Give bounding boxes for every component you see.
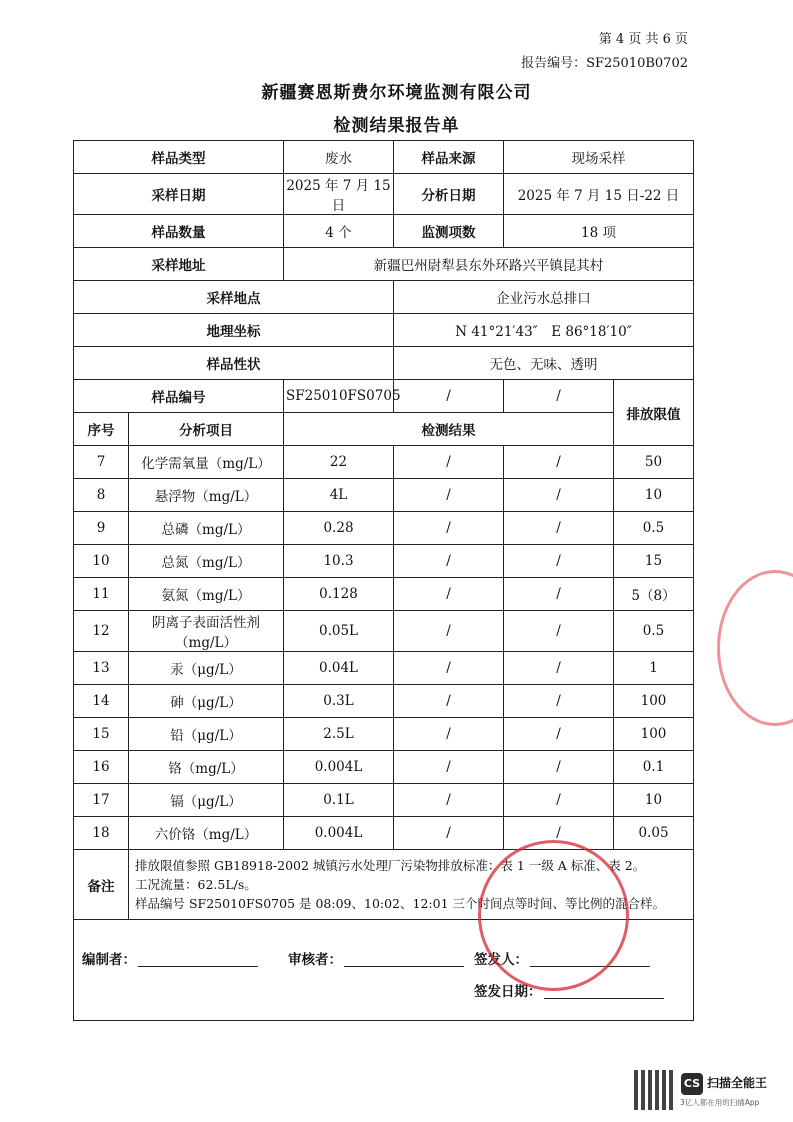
table-row	[74, 611, 694, 652]
table-row	[74, 545, 694, 578]
editor-signature	[138, 948, 258, 967]
side-seal-stamp	[717, 570, 793, 726]
row-sample-no	[74, 380, 694, 413]
table-row	[74, 652, 694, 685]
cell-no: 11	[74, 578, 129, 611]
cell-limit: 0.05	[614, 817, 694, 850]
sampling-date-label: 采样日期	[74, 174, 284, 215]
report-number: 报告编号：SF25010B0702	[521, 56, 688, 71]
cell-r3: /	[504, 611, 614, 652]
cell-r1: 0.04L	[284, 652, 394, 685]
coord-label: 地理坐标	[74, 314, 394, 347]
property-label: 样品性状	[74, 347, 394, 380]
remark-line-2: 工况流量：62.5L/s。	[135, 877, 257, 892]
cell-r1: 0.3L	[284, 685, 394, 718]
coord-value: N 41°21′43″ E 86°18′10″	[394, 314, 694, 347]
cell-item: 阴离子表面活性剂（mg/L）	[129, 611, 284, 652]
reviewer-signature	[344, 948, 464, 967]
cell-limit: 100	[614, 685, 694, 718]
cell-limit: 100	[614, 718, 694, 751]
cell-limit: 50	[614, 446, 694, 479]
cell-no: 14	[74, 685, 129, 718]
sample-count-label: 样品数量	[74, 215, 284, 248]
sample-no-value: SF25010FS0705	[284, 380, 394, 413]
cell-no: 15	[74, 718, 129, 751]
page-number: 第 4 页 共 6 页	[598, 32, 688, 47]
cell-no: 18	[74, 817, 129, 850]
cell-r1: 4L	[284, 479, 394, 512]
row-property	[74, 347, 694, 380]
company-seal-stamp	[478, 840, 629, 991]
cell-r3: /	[504, 545, 614, 578]
row-sample-count	[74, 215, 694, 248]
remark-line-3: 样品编号 SF25010FS0705 是 08:09、10:02、12:01 三个时间点等时间、等比例的混合样。	[135, 896, 666, 911]
scanner-slogan: 3亿人都在用的扫描App	[680, 1098, 760, 1107]
sample-count-value: 4 个	[284, 215, 394, 248]
cell-r3: /	[504, 578, 614, 611]
cell-r3: /	[504, 685, 614, 718]
cell-item: 镉（μg/L）	[129, 784, 284, 817]
cell-r2: /	[394, 817, 504, 850]
issue-date-label: 签发日期：	[474, 984, 542, 1000]
cell-r2: /	[394, 578, 504, 611]
cell-item: 悬浮物（mg/L）	[129, 479, 284, 512]
sample-source-label: 样品来源	[394, 141, 504, 174]
cell-r1: 10.3	[284, 545, 394, 578]
table-row	[74, 446, 694, 479]
cell-r2: /	[394, 751, 504, 784]
cell-r3: /	[504, 817, 614, 850]
cell-r2: /	[394, 685, 504, 718]
cell-r3: /	[504, 479, 614, 512]
cell-item: 总氮（mg/L）	[129, 545, 284, 578]
cell-r1: 0.28	[284, 512, 394, 545]
cell-r1: 2.5L	[284, 718, 394, 751]
cell-limit: 0.5	[614, 611, 694, 652]
cell-r2: /	[394, 446, 504, 479]
reviewer-label: 审核者：	[288, 952, 342, 968]
cell-limit: 15	[614, 545, 694, 578]
cell-r3: /	[504, 751, 614, 784]
sample-source-value: 现场采样	[504, 141, 694, 174]
items-label: 监测项数	[394, 215, 504, 248]
cell-r2: /	[394, 545, 504, 578]
row-sampling-date	[74, 174, 694, 215]
cell-r2: /	[394, 512, 504, 545]
analysis-header: 分析项目	[129, 413, 284, 446]
document-title: 检测结果报告单	[333, 116, 460, 136]
row-col-headers	[74, 413, 694, 446]
cell-item: 汞（μg/L）	[129, 652, 284, 685]
sample-no-3: /	[504, 380, 614, 413]
cell-item: 总磷（mg/L）	[129, 512, 284, 545]
property-value: 无色、无味、透明	[394, 347, 694, 380]
cell-no: 7	[74, 446, 129, 479]
row-point	[74, 281, 694, 314]
cell-r1: 0.1L	[284, 784, 394, 817]
table-row	[74, 718, 694, 751]
cell-limit: 5（8）	[614, 578, 694, 611]
cell-r1: 0.004L	[284, 751, 394, 784]
items-value: 18 项	[504, 215, 694, 248]
cell-r2: /	[394, 611, 504, 652]
remark-line-1: 排放限值参照 GB18918-2002 城镇污水处理厂污染物排放标准：表 1 一级 A 标准、表 2。	[135, 858, 646, 873]
table-row	[74, 512, 694, 545]
sample-no-2: /	[394, 380, 504, 413]
table-row	[74, 479, 694, 512]
cell-r3: /	[504, 446, 614, 479]
cell-item: 六价铬（mg/L）	[129, 817, 284, 850]
address-value: 新疆巴州尉犁县东外环路兴平镇昆其村	[284, 248, 694, 281]
cell-item: 铬（mg/L）	[129, 751, 284, 784]
table-row	[74, 751, 694, 784]
scanner-app-name: 扫描全能王	[707, 1076, 768, 1090]
analysis-date-label: 分析日期	[394, 174, 504, 215]
cell-item: 化学需氧量（mg/L）	[129, 446, 284, 479]
cell-r3: /	[504, 784, 614, 817]
cell-r2: /	[394, 479, 504, 512]
cell-no: 9	[74, 512, 129, 545]
cell-r1: 0.004L	[284, 817, 394, 850]
seq-header: 序号	[74, 413, 129, 446]
cell-limit: 10	[614, 784, 694, 817]
cell-no: 13	[74, 652, 129, 685]
sampling-date-value: 2025 年 7 月 15 日	[284, 174, 394, 215]
cell-limit: 0.1	[614, 751, 694, 784]
point-label: 采样地点	[74, 281, 394, 314]
cell-no: 12	[74, 611, 129, 652]
table-row	[74, 685, 694, 718]
cell-r2: /	[394, 718, 504, 751]
result-header: 检测结果	[284, 413, 614, 446]
data-rows	[74, 446, 694, 850]
cell-no: 17	[74, 784, 129, 817]
row-coord	[74, 314, 694, 347]
table-row	[74, 784, 694, 817]
sample-type-value: 废水	[284, 141, 394, 174]
cell-no: 8	[74, 479, 129, 512]
limit-header: 排放限值	[614, 380, 694, 446]
point-value: 企业污水总排口	[394, 281, 694, 314]
analysis-date-value: 2025 年 7 月 15 日-22 日	[504, 174, 694, 215]
cell-r1: 0.128	[284, 578, 394, 611]
sample-type-label: 样品类型	[74, 141, 284, 174]
cell-item: 铅（μg/L）	[129, 718, 284, 751]
cell-limit: 1	[614, 652, 694, 685]
scanner-logo-icon: CS	[681, 1073, 703, 1095]
cell-r3: /	[504, 652, 614, 685]
cell-r1: 0.05L	[284, 611, 394, 652]
company-name: 新疆赛恩斯费尔环境监测有限公司	[261, 83, 532, 103]
table-row	[74, 817, 694, 850]
cell-r2: /	[394, 784, 504, 817]
remark-label: 备注	[74, 850, 129, 920]
row-sample-type	[74, 141, 694, 174]
cell-r3: /	[504, 512, 614, 545]
editor-label: 编制者：	[82, 952, 136, 968]
cell-limit: 10	[614, 479, 694, 512]
table-row	[74, 578, 694, 611]
cell-no: 10	[74, 545, 129, 578]
cell-limit: 0.5	[614, 512, 694, 545]
cell-item: 氨氮（mg/L）	[129, 578, 284, 611]
issuer-label: 签发人：	[474, 952, 528, 968]
cell-r2: /	[394, 652, 504, 685]
cell-r1: 22	[284, 446, 394, 479]
sample-no-label: 样品编号	[74, 380, 284, 413]
qr-code-icon	[634, 1070, 674, 1110]
cell-item: 砷（μg/L）	[129, 685, 284, 718]
cell-no: 16	[74, 751, 129, 784]
address-label: 采样地址	[74, 248, 284, 281]
row-address	[74, 248, 694, 281]
cell-r3: /	[504, 718, 614, 751]
